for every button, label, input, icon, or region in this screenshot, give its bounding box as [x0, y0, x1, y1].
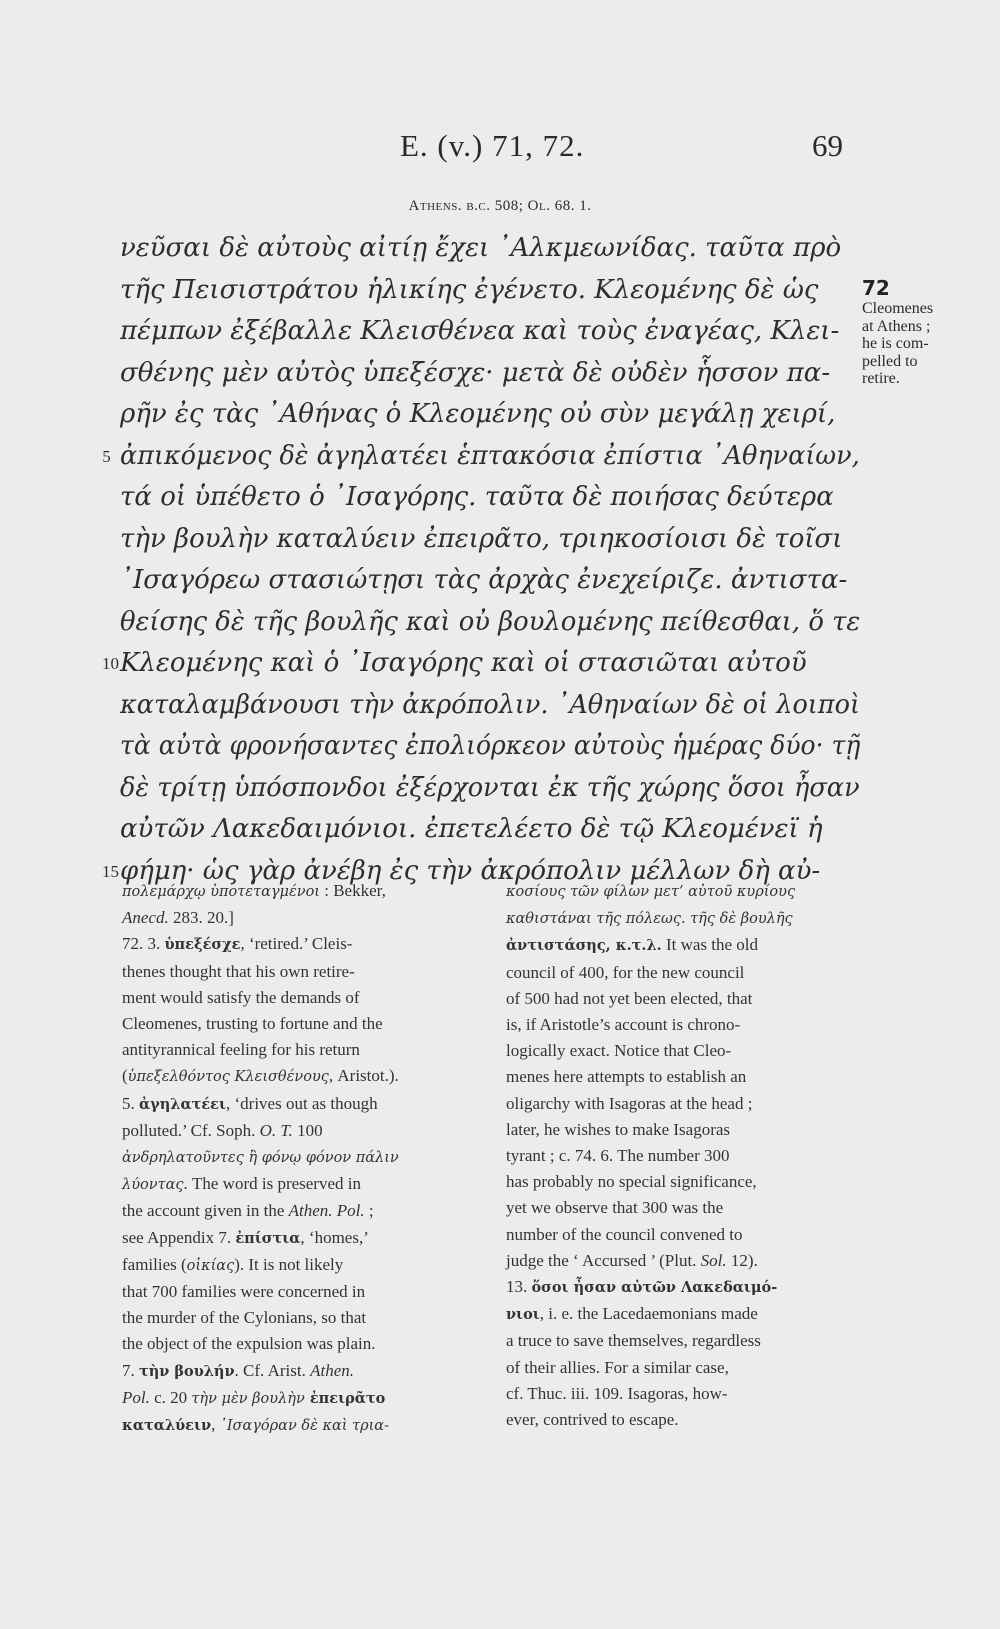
text-line	[120, 477, 860, 519]
greek-main-text	[102, 228, 861, 892]
marginal-note	[862, 276, 992, 388]
note-segment: κοσίους τῶν φίλων μετ’ αὐτοῦ κυρίους	[506, 884, 796, 900]
line-number: 10	[102, 654, 119, 673]
note-segment: τὴν μὲν βουλὴν	[191, 1390, 305, 1407]
line-text: Κλεομένης καὶ ὁ ᾿Ισαγόρης καὶ οἱ στασιῶται αὐτοῦ	[120, 648, 807, 678]
line-text: ᾿Ισαγόρεω στασιώτῃσι τὰς ἀρχὰς ἐνεχείριζε. ἀντιστα-	[120, 565, 848, 595]
note-segment: families (	[122, 1254, 187, 1274]
note-segment: ᾿Ισαγόραν δὲ καὶ τρια-	[219, 1418, 390, 1435]
note-segment: ὑπεξέσχε	[164, 936, 241, 954]
note-segment: ἀνδρηλατοῦντες ἢ φόνῳ φόνον πάλιν	[122, 1150, 399, 1167]
note-line	[506, 1038, 854, 1064]
note-line	[506, 1143, 854, 1169]
note-line	[122, 1225, 478, 1252]
note-segment: : Bekker,	[319, 881, 386, 900]
note-segment: λύοντας	[122, 1177, 184, 1194]
note-line	[506, 1012, 854, 1038]
note-segment: καταλύειν	[122, 1417, 212, 1435]
text-line	[120, 560, 860, 602]
note-line	[122, 1279, 478, 1305]
note-line	[122, 1011, 478, 1037]
note-segment: 72. 3.	[122, 934, 165, 954]
note-segment: ἀντιστάσης, κ.τ.λ.	[506, 937, 662, 955]
text-line	[120, 685, 860, 727]
note-segment: ). It is not likely	[234, 1254, 344, 1274]
note-segment: , ‘drives out as though	[226, 1093, 378, 1113]
note-line	[122, 985, 478, 1011]
note-line	[122, 1171, 478, 1198]
note-segment: antityrannical feeling for his return	[122, 1040, 360, 1060]
line-text: φήμη· ὡς γὰρ ἀνέβη ἐς τὴν ἀκρόπολιν μέλλων δὴ αὐ-	[120, 855, 821, 886]
note-segment: 100	[292, 1120, 323, 1140]
commentary-right-column	[506, 878, 854, 1433]
note-segment: yet we observe that 300 was the	[506, 1198, 724, 1218]
note-segment: has probably no special significance,	[506, 1172, 757, 1192]
section-number: 72	[862, 276, 890, 300]
note-segment: , ‘retired.’ Cleis-	[240, 934, 353, 954]
note-segment: ;	[364, 1201, 374, 1221]
note-segment: menes here attempts to establish an	[506, 1067, 747, 1087]
note-segment: is, if Aristotle’s account is chrono-	[506, 1015, 741, 1035]
note-line	[506, 1381, 854, 1407]
note-segment: a truce to save themselves, regardless	[506, 1331, 761, 1351]
note-segment: the murder of the Cylonians, so that	[122, 1308, 367, 1328]
subhead-place: Athens.	[408, 198, 463, 214]
running-head	[0, 128, 1000, 178]
line-text: σθένης μὲν αὐτὸς ὑπεξέσχε· μετὰ δὲ οὐδὲν ἧσσον πα-	[120, 357, 831, 388]
marginal-line: Cleomenes	[862, 300, 934, 317]
note-line	[122, 1305, 478, 1331]
line-text: πέμπων ἐξέβαλλε Κλεισθένεα καὶ τοὺς ἐναγέας, Κλει-	[120, 316, 840, 346]
note-line	[122, 1144, 478, 1171]
text-line	[102, 436, 860, 478]
line-number: 5	[102, 446, 111, 466]
note-segment: later, he wishes to make Isagoras	[506, 1119, 731, 1139]
note-segment: τὴν βουλήν	[139, 1362, 235, 1380]
note-line	[506, 1328, 854, 1354]
note-segment: council of 400, for the new council	[506, 962, 745, 982]
note-segment: ἀγηλατέει	[139, 1095, 226, 1113]
note-segment: c. 20	[149, 1387, 192, 1407]
note-line	[506, 1117, 854, 1143]
line-text: καταλαμβάνουσι τὴν ἀκρόπολιν. ᾿Αθηναίων δὲ οἱ λοιποὶ	[120, 689, 860, 720]
note-segment: 5.	[122, 1093, 139, 1113]
text-line	[120, 311, 860, 353]
note-segment: νιοι	[506, 1306, 540, 1324]
note-segment: , Aristot.).	[328, 1066, 399, 1086]
note-segment: Cleomenes, trusting to fortune and the	[122, 1014, 383, 1034]
text-line	[120, 768, 860, 810]
text-line	[102, 643, 860, 685]
date-subhead	[0, 198, 1000, 215]
note-segment: ὅσοι ἦσαν αὐτῶν Λακεδαιμό-	[531, 1279, 778, 1297]
note-segment: . Cf. Arist.	[234, 1360, 311, 1380]
note-line	[506, 878, 854, 905]
note-segment: 283. 20.]	[168, 908, 234, 928]
note-segment: Sol.	[700, 1250, 727, 1270]
note-segment: ,	[211, 1415, 220, 1435]
line-number: 15	[102, 861, 119, 881]
note-line	[122, 1358, 478, 1385]
line-text: τὴν βουλὴν καταλύειν ἐπειρᾶτο, τριηκοσίοισι δὲ τοῖσι	[120, 523, 843, 554]
note-segment: of their allies. For a similar case,	[506, 1357, 729, 1377]
note-line	[506, 1355, 854, 1381]
subhead-date: b.c. 508; Ol. 68. 1.	[466, 198, 592, 214]
note-line	[506, 1248, 854, 1274]
text-line	[120, 228, 860, 270]
note-segment: ἐπειρᾶτο	[304, 1389, 386, 1407]
note-line	[122, 905, 478, 931]
note-segment: see Appendix 7.	[122, 1227, 236, 1247]
note-segment: ment would satisfy the demands of	[122, 987, 360, 1007]
note-segment: Pol.	[122, 1387, 150, 1407]
note-line	[506, 1274, 854, 1301]
line-text: νεῦσαι δὲ αὐτοὺς αἰτίῃ ἔχει ᾿Αλκμεωνίδας. ταῦτα πρὸ	[120, 233, 842, 263]
note-line	[506, 1195, 854, 1221]
note-segment: cf. Thuc. iii. 109. Isagoras, how-	[506, 1383, 728, 1403]
note-line	[506, 1222, 854, 1248]
note-line	[122, 959, 478, 985]
note-segment: thenes thought that his own retire-	[122, 961, 355, 981]
commentary-left-column	[122, 878, 478, 1439]
note-line	[122, 1331, 478, 1357]
marginal-line: at Athens ;	[862, 317, 931, 335]
note-segment: καθιστάναι τῆς πόλεως. τῆς δὲ βουλῆς	[506, 911, 793, 928]
line-text: τὰ αὐτὰ φρονήσαντες ἐπολιόρκεον αὐτοὺς ἡμέρας δύο· τῇ	[120, 731, 861, 761]
text-line	[120, 602, 861, 644]
text-line	[120, 353, 860, 395]
note-segment: tyrant ; c. 74. 6. The number 300	[506, 1146, 730, 1166]
note-line	[122, 1385, 478, 1412]
text-line	[120, 809, 860, 851]
marginal-line: pelled to	[862, 352, 918, 370]
note-segment: of 500 had not yet been elected, that	[506, 988, 753, 1008]
note-line	[506, 1169, 854, 1195]
note-line	[506, 986, 854, 1012]
note-segment: ὑπεξελθόντος Κλεισθένους	[127, 1069, 329, 1086]
note-line	[506, 1091, 854, 1117]
line-text: αὐτῶν Λακεδαιμόνιοι. ἐπετελέετο δὲ τῷ Κλεομένεϊ ἡ	[120, 814, 823, 844]
page-number: 69	[812, 128, 843, 163]
chapter-reference: E. (v.) 71, 72.	[400, 128, 585, 163]
note-segment: number of the council convened to	[506, 1224, 743, 1244]
note-segment: ἐπίστια	[235, 1229, 301, 1247]
line-text: ρῆν ἐς τὰς ᾿Αθήνας ὁ Κλεομένης οὐ σὺν μεγάλῃ χειρί,	[120, 399, 836, 429]
note-line	[122, 1252, 478, 1279]
note-segment: Athen.	[310, 1360, 355, 1380]
note-line	[506, 905, 854, 932]
note-line	[506, 1064, 854, 1090]
note-line	[122, 1198, 478, 1224]
note-line	[506, 932, 854, 959]
note-segment: polluted.’ Cf. Soph.	[122, 1120, 260, 1140]
text-line	[120, 519, 860, 561]
note-segment: O. T.	[259, 1120, 293, 1140]
note-segment: 13.	[506, 1277, 532, 1297]
note-segment: , i. e. the Lacedaemonians made	[539, 1304, 758, 1324]
note-segment: ever, contrived to escape.	[506, 1410, 679, 1430]
text-line	[120, 394, 860, 436]
text-line	[120, 726, 861, 768]
text-line	[120, 270, 860, 312]
note-line	[506, 1301, 854, 1328]
line-text: ἀπικόμενος δὲ ἀγηλατέει ἑπτακόσια ἐπίστια ᾿Αθηναίων,	[120, 440, 860, 471]
note-segment: πολεμάρχῳ ὑποτεταγμένοι	[122, 884, 320, 900]
line-text: δὲ τρίτῃ ὑπόσπονδοι ἐξέρχονται ἐκ τῆς χώρης ὅσοι ἦσαν	[120, 772, 860, 803]
note-segment: Anecd.	[122, 908, 169, 928]
line-text: θείσης δὲ τῆς βουλῆς καὶ οὐ βουλομένης πείθεσθαι, ὅ τε	[120, 606, 861, 637]
note-segment: It was the old	[661, 935, 759, 955]
note-segment: . The word is preserved in	[183, 1174, 361, 1194]
note-segment: the object of the expulsion was plain.	[122, 1334, 376, 1354]
note-segment: oligarchy with Isagoras at the head ;	[506, 1093, 753, 1113]
note-line	[122, 1412, 478, 1439]
note-line	[506, 960, 854, 986]
note-segment: οἰκίας	[186, 1257, 235, 1274]
note-segment: the account given in the	[122, 1201, 289, 1221]
note-line	[122, 1037, 478, 1063]
note-segment: 7.	[122, 1360, 139, 1380]
note-line	[122, 1063, 478, 1090]
note-line	[122, 1091, 478, 1118]
line-text: τά οἱ ὑπέθετο ὁ ᾿Ισαγόρης. ταῦτα δὲ ποιήσας δεύτερα	[120, 482, 834, 512]
line-text: τῆς Πεισιστράτου ἡλικίης ἐγένετο. Κλεομένης δὲ ὡς	[120, 274, 819, 305]
note-segment: judge the ‘ Accursed ’ (Plut.	[506, 1250, 701, 1270]
note-line	[122, 878, 478, 905]
note-segment: , ‘homes,’	[300, 1227, 369, 1247]
note-segment: Athen. Pol.	[288, 1201, 365, 1221]
note-segment: 12).	[726, 1250, 758, 1270]
note-line	[122, 1118, 478, 1144]
note-segment: logically exact. Notice that Cleo-	[506, 1041, 732, 1061]
note-segment: (	[122, 1066, 128, 1086]
note-segment: that 700 families were concerned in	[122, 1282, 366, 1302]
note-line	[122, 931, 478, 958]
marginal-line: he is com-	[862, 335, 929, 352]
note-line	[506, 1407, 854, 1433]
marginal-line: retire.	[862, 370, 900, 387]
